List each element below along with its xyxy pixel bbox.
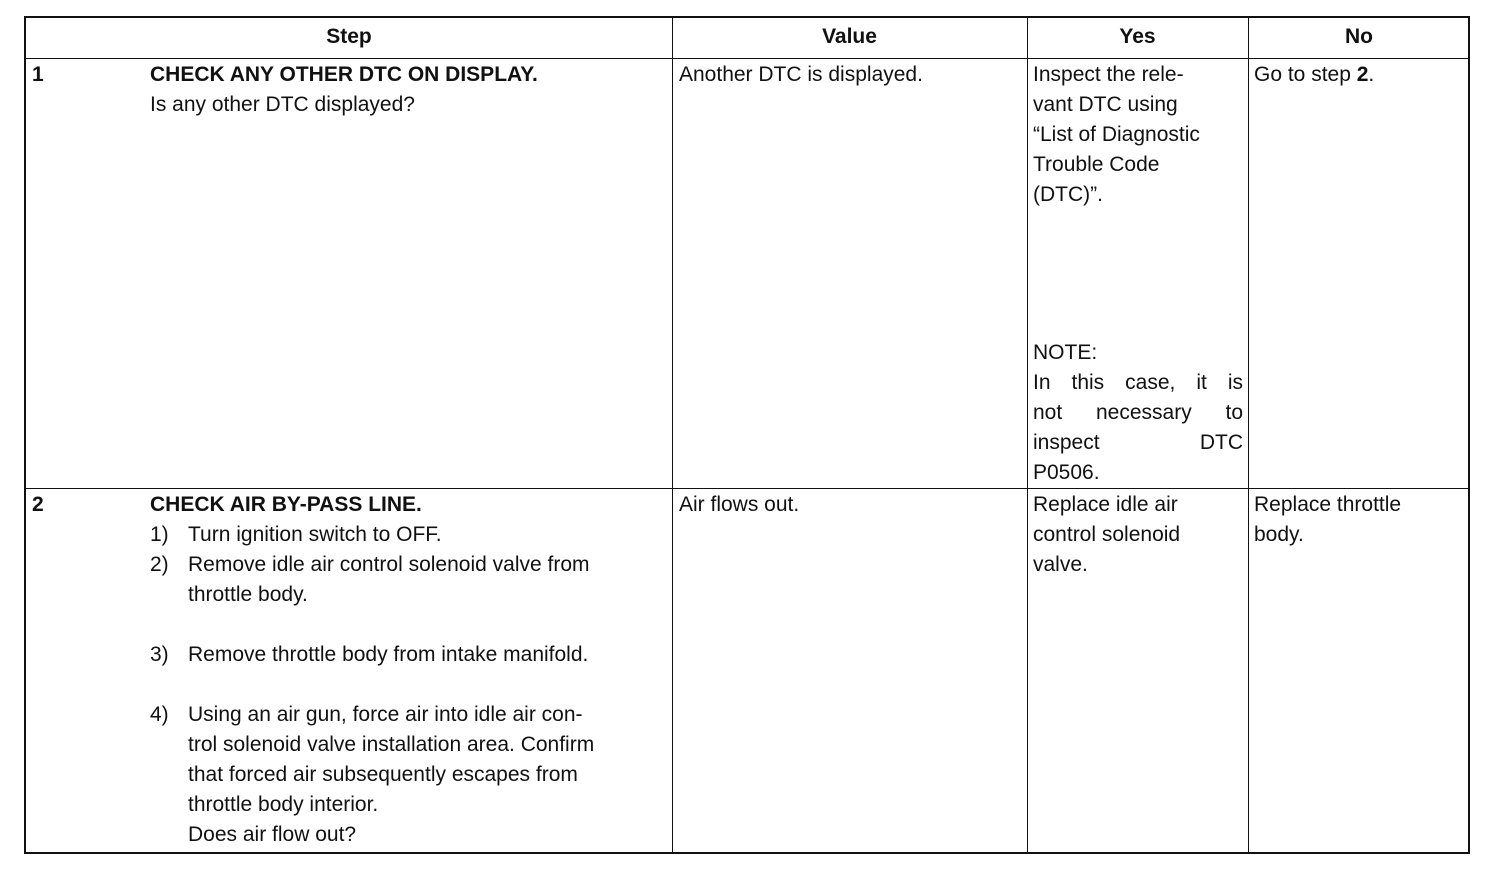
row-1-note-line: P0506. — [1033, 461, 1100, 484]
row-2-substep — [150, 520, 665, 550]
row-divider — [26, 58, 1468, 59]
row-2-yes-line: valve. — [1033, 553, 1088, 576]
row-1-no-step: 2 — [1356, 63, 1369, 86]
substep-line: Using an air gun, force air into idle air con- — [188, 703, 583, 726]
row-1-step — [150, 60, 665, 120]
row-1-no-suffix: . — [1368, 63, 1375, 86]
diagnostic-table — [24, 16, 1470, 854]
row-2-yes-line: control solenoid — [1033, 523, 1181, 546]
row-2-question: Does air flow out? — [188, 823, 357, 846]
row-2-value: Air flows out. — [679, 493, 800, 516]
row-2-yes-line: Replace idle air — [1033, 493, 1178, 516]
spacer — [150, 610, 665, 640]
substep-line: throttle body interior. — [188, 793, 379, 816]
row-1-yes-line: Inspect the rele- — [1033, 63, 1184, 86]
row-2-substep — [150, 550, 665, 610]
spacer — [150, 670, 665, 700]
header-yes: Yes — [1119, 25, 1156, 48]
row-1-yes-line: (DTC)”. — [1033, 183, 1103, 206]
row-1-note-line: In this case, it is — [1033, 371, 1243, 394]
row-1-no — [1254, 60, 1464, 90]
row-1-note-line: not necessary to — [1033, 401, 1243, 424]
row-1-no-prefix: Go to step — [1254, 63, 1357, 86]
row-divider — [26, 488, 1468, 489]
row-1-title: CHECK ANY OTHER DTC ON DISPLAY. — [150, 63, 538, 86]
row-2-substep — [150, 700, 665, 850]
row-2-substep — [150, 640, 665, 670]
substep-line: trol solenoid valve installation area. Confirm — [188, 733, 595, 756]
header-step: Step — [326, 25, 372, 48]
substep-number: 2) — [150, 553, 169, 576]
substep-line: Remove throttle body from intake manifold. — [188, 643, 589, 666]
column-divider — [672, 18, 673, 852]
row-1-yes-line: vant DTC using — [1033, 93, 1178, 116]
substep-number: 3) — [150, 643, 169, 666]
row-1-yes-line: Trouble Code — [1033, 153, 1160, 176]
row-2-yes — [1033, 490, 1243, 580]
row-1-note-label: NOTE: — [1033, 341, 1098, 364]
row-2-no-line: Replace throttle — [1254, 493, 1402, 516]
row-1-question: Is any other DTC displayed? — [150, 93, 415, 116]
column-divider — [1027, 18, 1028, 852]
row-1-yes — [1033, 60, 1243, 210]
row-2-no — [1254, 490, 1464, 550]
substep-line: that forced air subsequently escapes from — [188, 763, 578, 786]
row-1-yes-line: “List of Diagnostic — [1033, 123, 1200, 146]
header-no: No — [1345, 25, 1373, 48]
substep-line: throttle body. — [188, 583, 308, 606]
row-1-note — [1033, 338, 1243, 488]
row-2-number: 2 — [32, 493, 44, 516]
row-2-step — [150, 490, 665, 850]
row-2-no-line: body. — [1254, 523, 1304, 546]
substep-line: Remove idle air control solenoid valve from — [188, 553, 590, 576]
row-1-note-line: inspect DTC — [1033, 431, 1243, 454]
substep-number: 1) — [150, 523, 169, 546]
substep-number: 4) — [150, 703, 169, 726]
header-value: Value — [822, 25, 877, 48]
row-1-number: 1 — [32, 63, 44, 86]
substep-line: Turn ignition switch to OFF. — [188, 523, 442, 546]
column-divider — [1248, 18, 1249, 852]
row-2-title: CHECK AIR BY-PASS LINE. — [150, 493, 422, 516]
row-1-value: Another DTC is displayed. — [679, 63, 923, 86]
